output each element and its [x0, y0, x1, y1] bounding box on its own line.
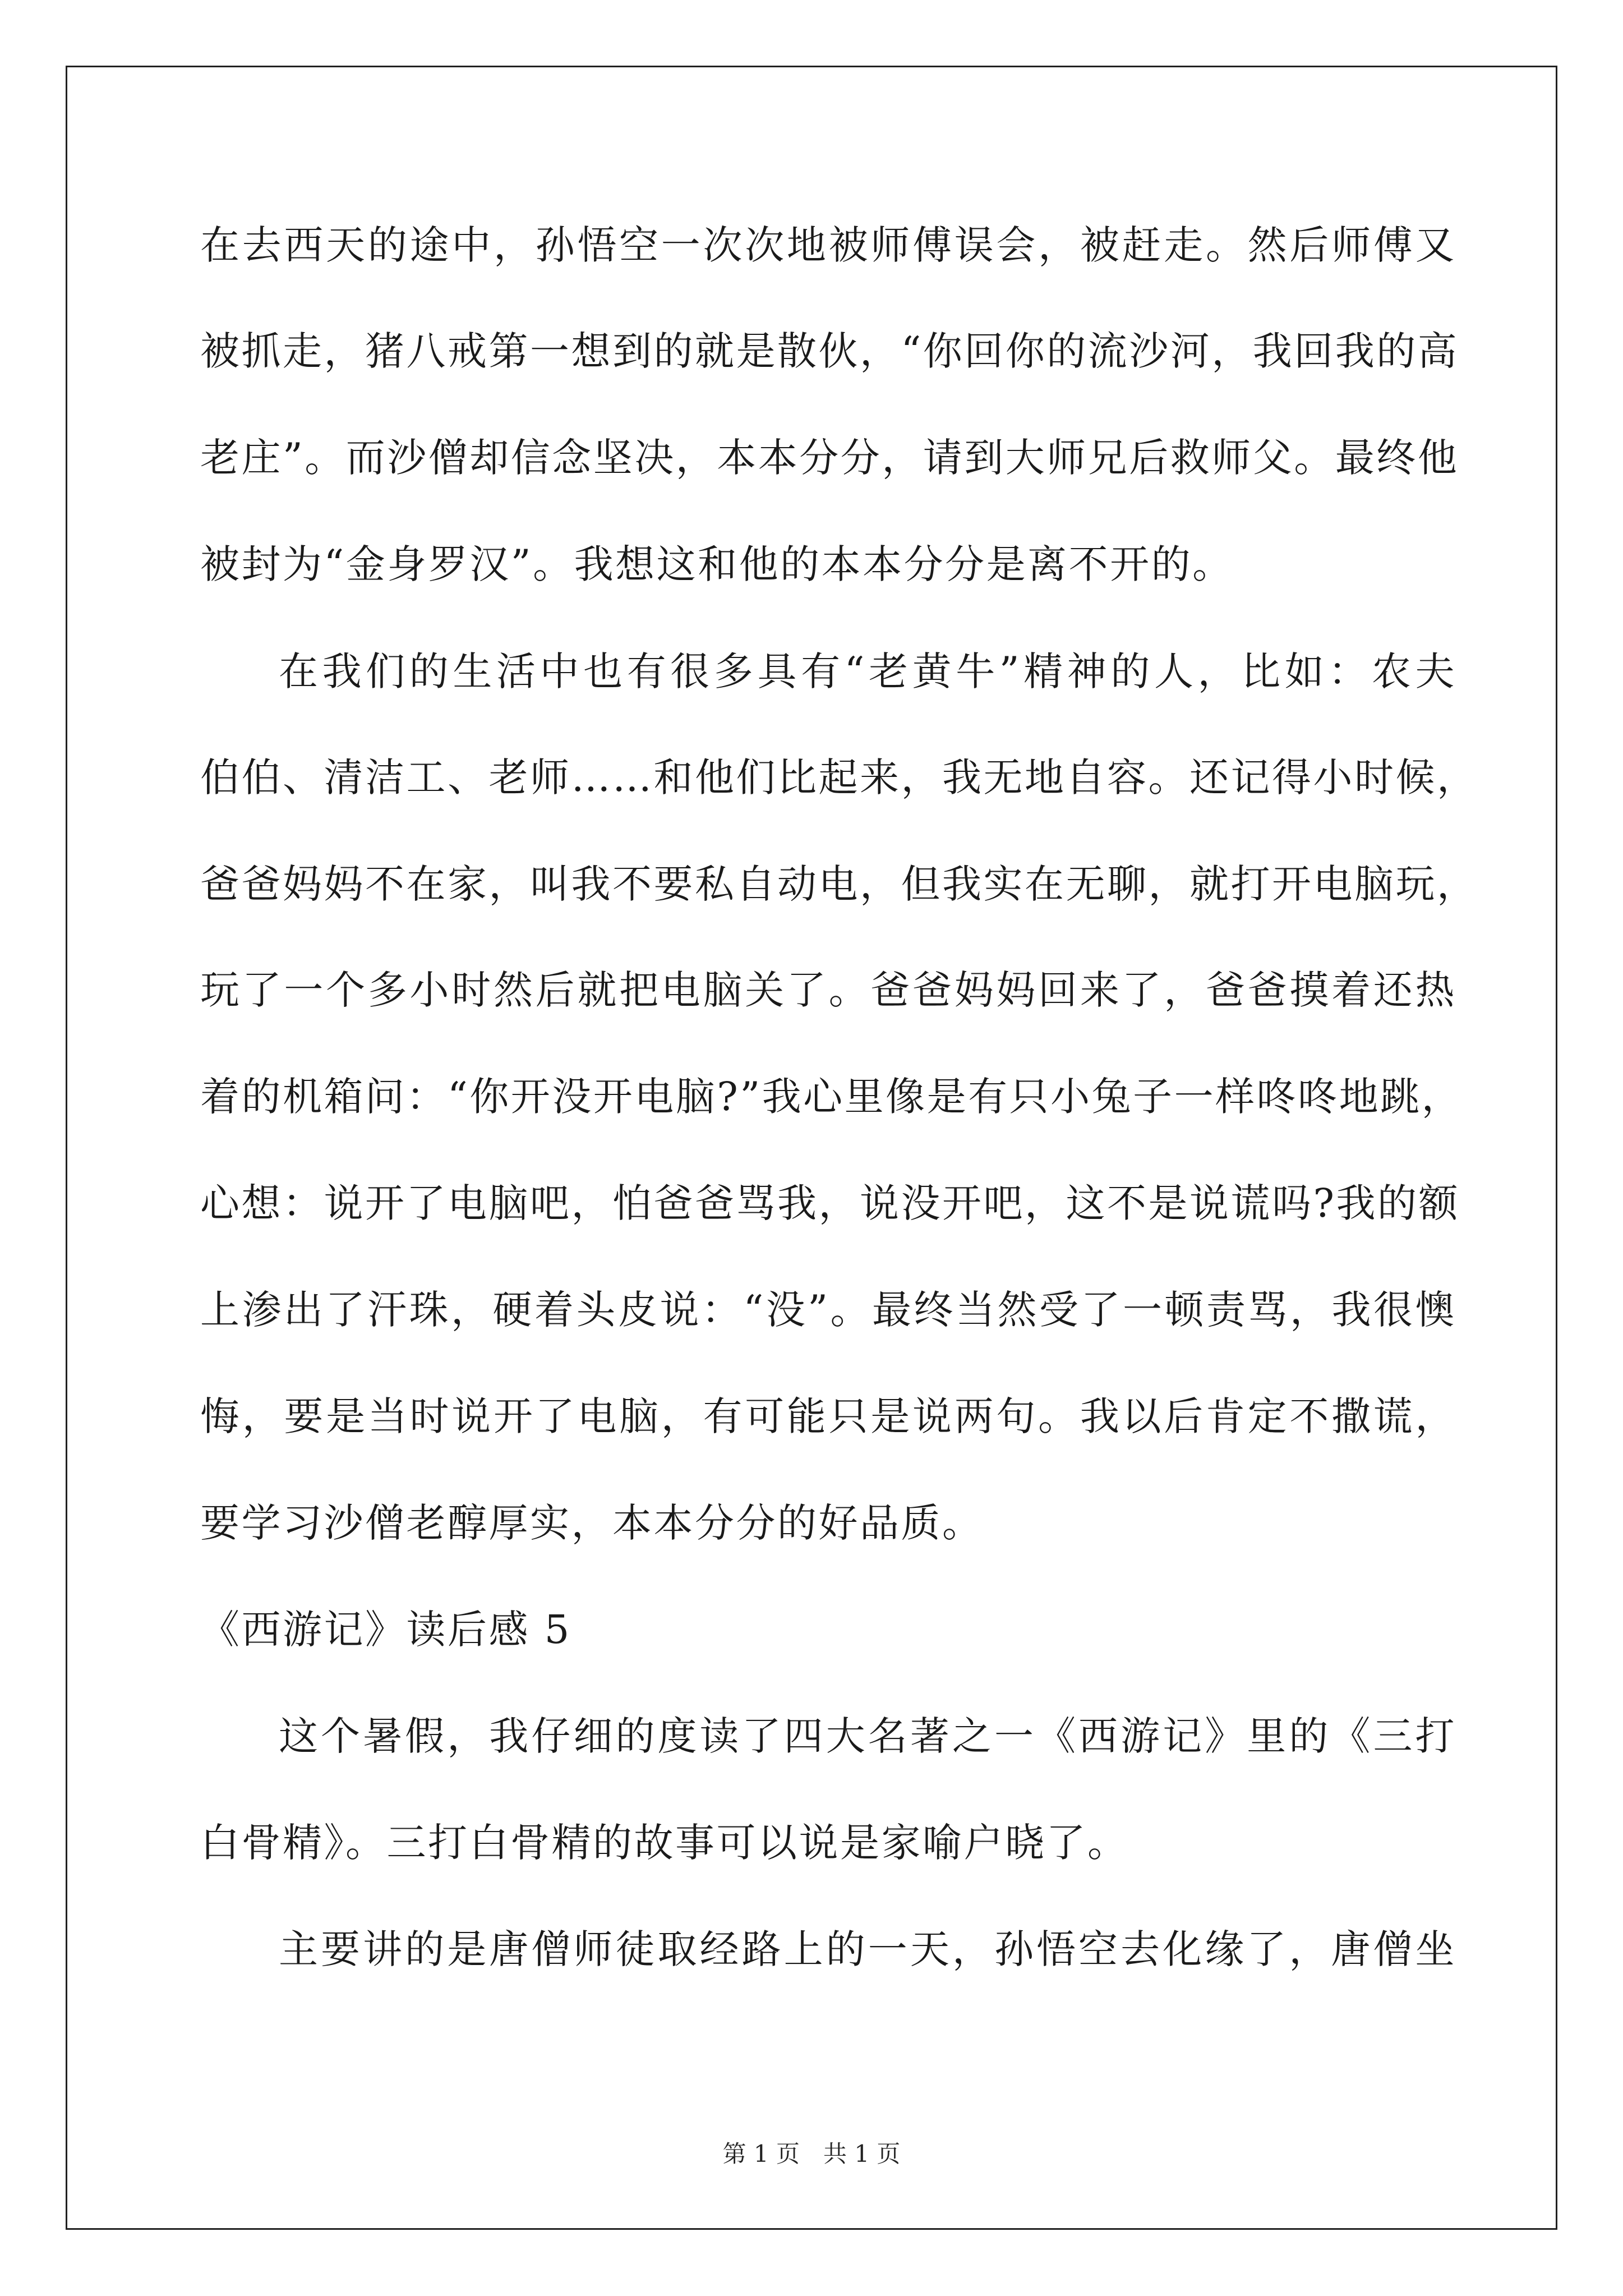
paragraph-line: 被封为“金身罗汉”。我想这和他的本本分分是离不开的。: [200, 541, 1234, 587]
paragraph-line: 白骨精》。三打白骨精的故事可以说是家喻户晓了。: [200, 1820, 1129, 1866]
paragraph-line: 上渗出了汗珠，硬着头皮说：“没”。最终当然受了一顿责骂，我很懊: [200, 1287, 1456, 1333]
page-border: [66, 66, 1557, 2230]
paragraph-line: 要学习沙僧老醇厚实，本本分分的好品质。: [200, 1500, 984, 1546]
paragraph-line: 在我们的生活中也有很多具有“老黄牛”精神的人，比如：农夫: [279, 648, 1456, 694]
paragraph-line: 着的机箱问：“你开没开电脑?”我心里像是有只小兔子一样咚咚地跳，: [200, 1074, 1463, 1120]
paragraph-line: 在去西天的途中，孙悟空一次次地被师傅误会，被赶走。然后师傅又: [200, 222, 1456, 268]
paragraph-line: 悔，要是当时说开了电脑，有可能只是说两句。我以后肯定不撒谎，: [200, 1393, 1456, 1439]
paragraph-line: 老庄”。而沙僧却信念坚决，本本分分，请到大师兄后救师父。最终他: [200, 435, 1459, 481]
paragraph-line: 爸爸妈妈不在家，叫我不要私自动电，但我实在无聊，就打开电脑玩，: [200, 861, 1478, 907]
section-heading: 《西游记》读后感 5: [200, 1607, 571, 1653]
paragraph-line: 伯伯、清洁工、老师……和他们比起来，我无地自容。还记得小时候，: [200, 754, 1478, 800]
paragraph-line: 心想：说开了电脑吧，怕爸爸骂我，说没开吧，这不是说谎吗?我的额: [200, 1180, 1460, 1226]
paragraph-line: 主要讲的是唐僧师徒取经路上的一天，孙悟空去化缘了，唐僧坐: [279, 1926, 1456, 1972]
paragraph-line: 被抓走，猪八戒第一想到的就是散伙，“你回你的流沙河，我回我的高: [200, 328, 1459, 374]
paragraph-line: 这个暑假，我仔细的度读了四大名著之一《西游记》里的《三打: [279, 1713, 1456, 1759]
paragraph-line: 玩了一个多小时然后就把电脑关了。爸爸妈妈回来了，爸爸摸着还热: [200, 967, 1456, 1013]
page-number-footer: 第 1 页 共 1 页: [722, 2140, 901, 2168]
